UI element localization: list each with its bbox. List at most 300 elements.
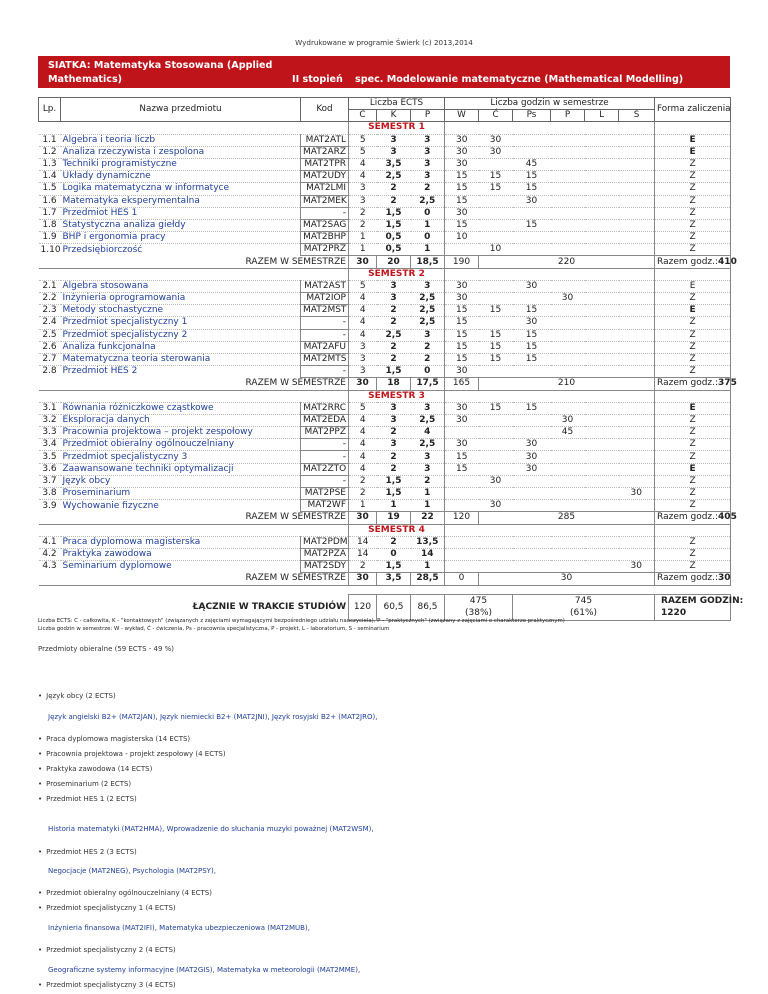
subject-code: MAT2SAG	[301, 219, 349, 231]
hours-project	[551, 439, 585, 451]
hours-exercises	[479, 463, 513, 475]
hours-lecture: 10	[445, 232, 479, 244]
hours-exercises	[479, 439, 513, 451]
sum-ects-contact: 19	[377, 512, 411, 524]
hours-lecture: 30	[445, 280, 479, 292]
option-hes1: • Przedmiot HES 1 (2 ECTS)	[38, 795, 137, 803]
hours-lecture: 15	[445, 463, 479, 475]
subject-name[interactable]: Pracownia projektowa – projekt zespołowy	[61, 427, 301, 439]
ects-total: 4	[349, 293, 377, 305]
sum-ects-total: 30	[349, 573, 377, 585]
subject-code: -	[301, 439, 349, 451]
subject-name[interactable]: Wychowanie fizyczne	[61, 500, 301, 512]
hours-exercises	[479, 561, 513, 573]
printed-by-note: Wydrukowane w programie Świerk (c) 2013,2014	[295, 38, 473, 47]
subject-row	[39, 317, 731, 329]
ects-total: 3	[349, 341, 377, 353]
hours-lab-spec: 30	[513, 439, 551, 451]
ects-total: 3	[349, 366, 377, 378]
subject-lp: 1.3	[39, 158, 61, 170]
hours-lab-spec	[513, 414, 551, 426]
subject-code: MAT2AST	[301, 280, 349, 292]
hours-laboratory	[585, 219, 619, 231]
semester-sum-label: RAZEM W SEMESTRZE	[39, 512, 349, 524]
ects-contact: 1,5	[377, 366, 411, 378]
assessment-form: E	[655, 463, 731, 475]
hours-lab-spec: 15	[513, 402, 551, 414]
hours-seminar	[619, 439, 655, 451]
ects-total: 14	[349, 536, 377, 548]
subject-lp: 1.10	[40, 244, 61, 255]
hours-seminar	[619, 536, 655, 548]
subject-code: MAT2WF	[301, 500, 349, 512]
subject-row	[39, 500, 731, 512]
hours-lecture	[445, 244, 479, 256]
hours-project	[551, 195, 585, 207]
subject-lp: 3.9	[39, 500, 61, 512]
hours-exercises: 30	[479, 475, 513, 487]
legend-ects: Liczba ECTS: C - całkowita, K - "kontaktowych" (związanych z zajęciami wymagającymi bezpośredniego udziału nauczyciela), P - "praktycznych" (związany z zajęciami o charakterze praktycznym)	[38, 618, 565, 624]
ects-total: 1	[349, 244, 377, 256]
assessment-form: Z	[655, 414, 731, 426]
sum-hours-value: 375	[718, 378, 737, 389]
hours-lab-spec: 15	[513, 183, 551, 195]
subject-code: -	[301, 207, 349, 219]
subject-row	[39, 475, 731, 487]
assessment-form: Z	[655, 232, 731, 244]
subject-name[interactable]: Przedmiot HES 1	[61, 207, 301, 219]
legend	[38, 617, 738, 633]
ects-practical: 2,5	[411, 305, 445, 317]
ects-total: 2	[349, 207, 377, 219]
sum-ects-practical: 18,5	[411, 256, 445, 268]
subject-code: MAT2ZTO	[301, 463, 349, 475]
ects-contact: 1,5	[377, 561, 411, 573]
hours-lab-spec: 30	[513, 317, 551, 329]
hours-lecture: 15	[445, 353, 479, 365]
hours-lab-spec: 30	[513, 195, 551, 207]
hours-lecture	[445, 488, 479, 500]
total-ects-contact: 60,5	[377, 594, 411, 620]
subject-name[interactable]: Układy dynamiczne	[61, 171, 301, 183]
hours-lecture: 30	[445, 134, 479, 146]
semester-sum-row	[39, 512, 731, 524]
hours-exercises	[479, 451, 513, 463]
ects-contact: 2	[377, 536, 411, 548]
hours-project	[551, 402, 585, 414]
ects-practical: 2	[411, 475, 445, 487]
hours-seminar	[619, 366, 655, 378]
assessment-form: Z	[655, 439, 731, 451]
ects-contact: 2	[377, 353, 411, 365]
ects-contact: 1,5	[377, 488, 411, 500]
hours-lab-spec	[513, 427, 551, 439]
hours-project	[551, 366, 585, 378]
hours-seminar	[619, 475, 655, 487]
subject-lp: 3.4	[39, 439, 61, 451]
hours-laboratory	[585, 232, 619, 244]
hours-seminar	[619, 414, 655, 426]
sum-other-hours: 285	[479, 512, 655, 524]
legend-hours: Liczba godzin w semestrze: W - wykład, Ć - ćwiczenia, Ps - pracownia specjalistyczna, P - projekt, L - laboratorium, S - seminarium	[38, 626, 390, 632]
ects-practical: 2,5	[411, 195, 445, 207]
subject-name[interactable]: Statystyczna analiza giełdy	[61, 219, 301, 231]
assessment-form: Z	[655, 219, 731, 231]
subject-code: MAT2MEK	[301, 195, 349, 207]
subject-lp: 2.3	[39, 305, 61, 317]
subject-row	[39, 146, 731, 158]
header-years: 2015/2016Z -- 2016/2017L "profil praktyczny - Uch. RW 118/2014 z dnia 29.12.2014"	[146, 88, 602, 99]
hours-lab-spec	[513, 548, 551, 560]
total-other-pct: (61%)	[570, 608, 598, 618]
sum-ects-total: 30	[349, 512, 377, 524]
hours-exercises	[479, 232, 513, 244]
ects-practical: 2	[411, 341, 445, 353]
hours-lecture: 15	[445, 183, 479, 195]
option-spec2: • Przedmiot specjalistyczny 2 (4 ECTS)	[38, 946, 176, 954]
ects-total: 3	[349, 353, 377, 365]
electives-intro: Przedmioty obieralne (59 ECTS - 49 %)	[38, 645, 175, 653]
subject-name[interactable]: Eksploracja danych	[61, 414, 301, 426]
hours-seminar	[619, 134, 655, 146]
subject-name[interactable]: Analiza rzeczywista i zespolona	[61, 146, 301, 158]
total-ects: 120	[349, 594, 377, 620]
ects-contact: 2,5	[377, 171, 411, 183]
hours-lecture: 30	[445, 402, 479, 414]
ects-total: 5	[349, 280, 377, 292]
option-language: • Język obcy (2 ECTS)	[38, 692, 116, 700]
hours-project	[551, 488, 585, 500]
header-program: SIATKA: Matematyka Stosowana (Applied Mathematics)	[48, 60, 273, 85]
ects-practical: 1	[411, 561, 445, 573]
subject-row	[39, 305, 731, 317]
ects-practical: 3	[411, 171, 445, 183]
col-s: S	[619, 110, 655, 122]
hours-exercises	[479, 280, 513, 292]
assessment-form: Z	[655, 183, 731, 195]
option-spec3: • Przedmiot specjalistyczny 3 (4 ECTS)	[38, 981, 176, 989]
hours-seminar	[619, 427, 655, 439]
hours-seminar	[619, 317, 655, 329]
hours-seminar	[619, 305, 655, 317]
hours-seminar	[619, 341, 655, 353]
sum-ects-practical: 17,5	[411, 378, 445, 390]
ects-contact: 1	[377, 500, 411, 512]
subject-name[interactable]: Przedmiot specjalistyczny 2	[61, 329, 301, 341]
assessment-form: E	[655, 305, 731, 317]
hours-lab-spec	[513, 244, 551, 256]
assessment-form: Z	[655, 329, 731, 341]
hours-lecture: 30	[445, 439, 479, 451]
hours-lab-spec: 45	[513, 158, 551, 170]
sum-ects-practical: 28,5	[411, 573, 445, 585]
subject-name[interactable]: Matematyczna teoria sterowania	[61, 353, 301, 365]
subject-row	[39, 402, 731, 414]
assessment-form: Z	[655, 171, 731, 183]
sum-total-hours	[655, 573, 731, 585]
sum-lecture-hours: 190	[445, 256, 479, 268]
ects-practical: 0	[411, 366, 445, 378]
subject-code: MAT2ATL	[301, 134, 349, 146]
semester-label: SEMESTR 2	[349, 268, 445, 280]
ects-practical: 3	[411, 451, 445, 463]
subject-lp: 3.3	[39, 427, 61, 439]
total-other-value: 745	[574, 596, 593, 606]
hours-exercises	[479, 219, 513, 231]
sum-ects-contact: 3,5	[377, 573, 411, 585]
hours-laboratory	[585, 427, 619, 439]
hours-lecture	[445, 500, 479, 512]
ects-practical: 3	[411, 134, 445, 146]
hours-seminar	[619, 207, 655, 219]
subject-name[interactable]: Przedmiot obieralny ogólnouczelniany	[61, 439, 301, 451]
subject-name[interactable]: Metody stochastyczne	[61, 305, 301, 317]
semester-sum-label: RAZEM W SEMESTRZE	[39, 573, 349, 585]
subject-lp: 1.4	[39, 171, 61, 183]
subject-name[interactable]: Algebra stosowana	[61, 280, 301, 292]
hours-lab-spec	[513, 146, 551, 158]
hours-laboratory	[585, 488, 619, 500]
sum-hours-value: 410	[718, 256, 737, 267]
subject-code: MAT2UDY	[301, 171, 349, 183]
sum-ects-contact: 18	[377, 378, 411, 390]
hours-seminar	[619, 158, 655, 170]
subject-name[interactable]: Przedmiot specjalistyczny 1	[61, 317, 301, 329]
subject-name[interactable]: Seminarium dyplomowe	[61, 561, 301, 573]
hours-exercises	[479, 293, 513, 305]
total-lecture-pct: (38%)	[465, 608, 493, 618]
hours-exercises	[479, 536, 513, 548]
hours-laboratory	[585, 183, 619, 195]
subject-code: MAT2RRC	[301, 402, 349, 414]
assessment-form: Z	[655, 427, 731, 439]
subject-name[interactable]: Przedmiot HES 2	[61, 366, 301, 378]
subject-lp: 1.7	[39, 207, 61, 219]
assessment-form: E	[655, 402, 731, 414]
subject-name[interactable]: Techniki programistyczne	[61, 158, 301, 170]
ects-total: 4	[349, 463, 377, 475]
hours-project: 45	[551, 427, 585, 439]
sum-hours-label: Razem godz.:	[657, 573, 719, 584]
hours-lab-spec	[513, 134, 551, 146]
hours-laboratory	[585, 195, 619, 207]
hours-seminar	[619, 451, 655, 463]
hours-project	[551, 329, 585, 341]
ects-contact: 0,5	[377, 232, 411, 244]
semester-sum-row	[39, 573, 731, 585]
total-ects-practical: 86,5	[411, 594, 445, 620]
subject-code: MAT2AFU	[301, 341, 349, 353]
subject-name[interactable]: Logika matematyczna w informatyce	[61, 183, 301, 195]
col-ects-p: P	[411, 110, 445, 122]
hours-exercises: 30	[479, 146, 513, 158]
subject-row	[39, 171, 731, 183]
subject-row	[39, 536, 731, 548]
subject-name[interactable]: Analiza funkcjonalna	[61, 341, 301, 353]
sum-other-hours: 30	[479, 573, 655, 585]
hours-laboratory	[585, 414, 619, 426]
subject-row	[39, 329, 731, 341]
assessment-form: Z	[655, 353, 731, 365]
subject-name[interactable]: Inżynieria oprogramowania	[61, 293, 301, 305]
subject-row	[39, 366, 731, 378]
assessment-form: Z	[655, 500, 731, 512]
hours-laboratory	[585, 548, 619, 560]
col-lp: Lp.	[39, 98, 61, 122]
ects-practical: 2,5	[411, 293, 445, 305]
sum-total-hours	[655, 256, 737, 268]
hours-lab-spec: 15	[513, 305, 551, 317]
ects-total: 4	[349, 158, 377, 170]
hours-lab-spec	[513, 500, 551, 512]
option-spec2-list[interactable]: Geograficzne systemy informacyjne (MAT2GIS), Matematyka w meteorologii (MAT2MME),	[48, 966, 361, 974]
semester-label: SEMESTR 3	[349, 390, 445, 402]
hours-lecture: 15	[445, 305, 479, 317]
subject-name[interactable]: Algebra i teoria liczb	[61, 134, 301, 146]
hours-project	[551, 463, 585, 475]
option-hes1-list[interactable]: Historia matematyki (MAT2HMA), Wprowadzenie do słuchania muzyki poważnej (MAT2WSM),	[48, 825, 374, 833]
hours-lecture: 15	[445, 317, 479, 329]
sum-other-hours: 210	[479, 378, 655, 390]
hours-laboratory	[585, 463, 619, 475]
ects-total: 3	[349, 183, 377, 195]
assessment-form: Z	[655, 195, 731, 207]
hours-seminar: 30	[619, 488, 655, 500]
ects-total: 14	[349, 548, 377, 560]
hours-lecture: 15	[445, 329, 479, 341]
col-hours-group: Liczba godzin w semestrze	[445, 98, 655, 110]
hours-exercises: 15	[479, 341, 513, 353]
hours-seminar	[619, 402, 655, 414]
col-ps: Ps	[513, 110, 551, 122]
subject-lp: 4.3	[39, 561, 61, 573]
ects-total: 2	[349, 488, 377, 500]
subject-row	[39, 244, 731, 256]
header-degree: II stopień	[292, 74, 343, 85]
hours-seminar	[619, 463, 655, 475]
hours-exercises: 10	[479, 244, 513, 256]
option-language-list[interactable]: Język angielski B2+ (MAT2JAN), Język niemiecki B2+ (MAT2JNI), Język rosyjski B2+ (MAT2JRO),	[48, 713, 378, 721]
hours-seminar	[619, 219, 655, 231]
hours-exercises	[479, 158, 513, 170]
hours-laboratory	[585, 439, 619, 451]
ects-contact: 2	[377, 317, 411, 329]
sum-hours-value: 30	[718, 573, 731, 584]
subject-code: MAT2TPR	[301, 158, 349, 170]
subject-code: MAT2LMI	[301, 183, 349, 195]
assessment-form: Z	[655, 536, 731, 548]
subject-name[interactable]: Proseminarium	[61, 488, 301, 500]
hours-lab-spec	[513, 293, 551, 305]
ects-contact: 2	[377, 427, 411, 439]
subject-row	[39, 463, 731, 475]
subject-code: -	[301, 366, 349, 378]
subject-lp: 1.9	[39, 232, 61, 244]
subject-name[interactable]: Przedsiębiorczość	[61, 244, 301, 256]
option-thesis: • Praca dyplomowa magisterska (14 ECTS)	[38, 735, 190, 743]
ects-total: 4	[349, 427, 377, 439]
ects-contact: 3	[377, 293, 411, 305]
hours-lab-spec	[513, 232, 551, 244]
hours-project	[551, 146, 585, 158]
ects-contact: 2	[377, 195, 411, 207]
subject-row	[39, 183, 731, 195]
subject-name[interactable]: Przedmiot specjalistyczny 3	[61, 451, 301, 463]
subject-row	[39, 451, 731, 463]
subject-row	[39, 134, 731, 146]
sum-ects-total: 30	[349, 256, 377, 268]
subject-name[interactable]: Równania różniczkowe cząstkowe	[61, 402, 301, 414]
hours-project	[551, 536, 585, 548]
subject-name[interactable]: Praktyka zawodowa	[61, 548, 301, 560]
hours-lecture: 30	[445, 146, 479, 158]
hours-exercises: 15	[479, 353, 513, 365]
ects-total: 3	[349, 195, 377, 207]
semester-sum-label: RAZEM W SEMESTRZE	[39, 378, 349, 390]
ects-contact: 3	[377, 414, 411, 426]
subject-row	[39, 219, 731, 231]
ects-contact: 3	[377, 439, 411, 451]
hours-lecture: 15	[445, 195, 479, 207]
ects-contact: 1,5	[377, 219, 411, 231]
col-form: Forma zaliczenia	[655, 98, 731, 122]
subject-row	[39, 280, 731, 292]
ects-contact: 1,5	[377, 475, 411, 487]
ects-contact: 3	[377, 134, 411, 146]
ects-practical: 3	[411, 329, 445, 341]
subject-row	[39, 488, 731, 500]
hours-lab-spec: 30	[513, 451, 551, 463]
semester-label: SEMESTR 1	[349, 122, 445, 134]
subject-row	[39, 158, 731, 170]
subject-name[interactable]: BHP i ergonomia pracy	[61, 232, 301, 244]
assessment-form: Z	[655, 293, 731, 305]
assessment-form: Z	[655, 366, 731, 378]
hours-laboratory	[585, 536, 619, 548]
ects-practical: 3	[411, 280, 445, 292]
option-hes2-list[interactable]: Negocjacje (MAT2NEG), Psychologia (MAT2PSY),	[48, 867, 216, 875]
subject-lp: 3.5	[39, 451, 61, 463]
subject-lp: 2.1	[39, 280, 61, 292]
sum-hours-label: Razem godz.:	[657, 256, 719, 267]
ects-contact: 2,5	[377, 329, 411, 341]
hours-project	[551, 561, 585, 573]
assessment-form: Z	[655, 158, 731, 170]
subject-code: -	[301, 329, 349, 341]
ects-total: 4	[349, 439, 377, 451]
hours-exercises: 15	[479, 305, 513, 317]
hours-laboratory	[585, 475, 619, 487]
hours-project	[551, 475, 585, 487]
subject-name[interactable]: Zaawansowane techniki optymalizacji	[61, 463, 301, 475]
subject-name[interactable]: Praca dyplomowa magisterska	[61, 536, 301, 548]
sum-hours-label: Razem godz.:	[657, 512, 719, 523]
subject-name[interactable]: Język obcy	[61, 475, 301, 487]
hours-lecture	[445, 427, 479, 439]
ects-total: 4	[349, 451, 377, 463]
hours-project	[551, 207, 585, 219]
hours-seminar	[619, 171, 655, 183]
hours-project	[551, 183, 585, 195]
option-spec1-list[interactable]: Inżynieria finansowa (MAT2IFI), Matematyka ubezpieczeniowa (MAT2MUB),	[48, 924, 310, 932]
subject-name[interactable]: Matematyka eksperymentalna	[61, 195, 301, 207]
subject-row	[39, 232, 731, 244]
subject-lp: 1.2	[39, 146, 61, 158]
ects-contact: 2	[377, 305, 411, 317]
hours-project: 30	[551, 293, 585, 305]
hours-lab-spec: 15	[513, 329, 551, 341]
hours-exercises: 15	[479, 402, 513, 414]
